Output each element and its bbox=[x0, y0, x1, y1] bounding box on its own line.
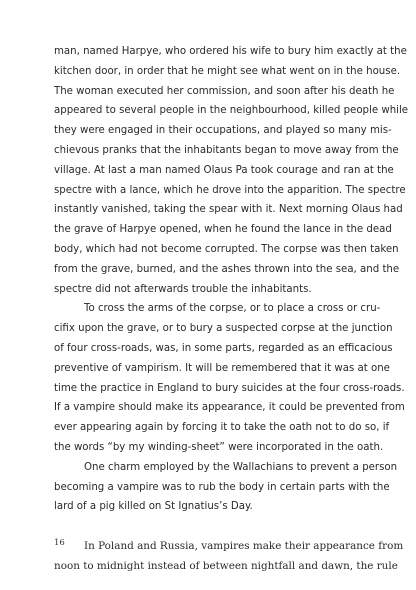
text-line: In Poland and Russia, vampires make their appearance from bbox=[84, 539, 404, 552]
text-line: To cross the arms of the corpse, or to place a cross or cru- bbox=[84, 303, 381, 315]
text-line: ever appearing again by forcing it to take the oath not to do so, if bbox=[54, 422, 390, 434]
text-line: The woman executed her commission, and soon after his death he bbox=[54, 85, 395, 97]
body-text bbox=[54, 42, 409, 577]
text-line: chievous pranks that the inhabitants began to move away from the bbox=[54, 144, 399, 156]
text-line: preventive of vampirism. It will be remembered that it was at one bbox=[54, 362, 390, 374]
text-line: noon to midnight instead of between nightfall and dawn, the rule bbox=[54, 559, 398, 572]
text-line: they were engaged in their occupations, and played so many mis- bbox=[54, 125, 392, 137]
text-line: the grave of Harpye opened, when he found the lance in the dead bbox=[54, 224, 392, 236]
text-line: If a vampire should make its appearance, it could be prevented from bbox=[54, 402, 405, 414]
text-line: man, named Harpye, who ordered his wife to bury him exactly at the bbox=[54, 46, 407, 57]
text-line: appeared to several people in the neighbourhood, killed people while bbox=[54, 105, 409, 117]
text-line: of four cross-roads, was, in some parts, regarded as an efficacious bbox=[54, 342, 393, 354]
text-line: becoming a vampire was to rub the body in certain parts with the bbox=[54, 481, 390, 493]
page-number: 16 bbox=[54, 538, 65, 548]
text-line: kitchen door, in order that he might see what went on in the house. bbox=[54, 65, 401, 77]
text-line: from the grave, burned, and the ashes thrown into the sea, and the bbox=[54, 263, 400, 275]
text-line: spectre did not afterwards trouble the inhabitants. bbox=[54, 283, 312, 295]
text-line: instantly vanished, taking the spear with it. Next morning Olaus had bbox=[54, 204, 403, 216]
text-line: the words “by my winding-sheet” were incorporated in the oath. bbox=[54, 441, 384, 453]
paragraph-4 bbox=[54, 537, 404, 577]
text-line: spectre with a lance, which he drove into the apparition. The spectre bbox=[54, 184, 406, 196]
text-line: time the practice in England to bury suicides at the four cross-roads. bbox=[54, 382, 405, 394]
paragraph-2 bbox=[54, 299, 405, 457]
paragraph-3 bbox=[54, 458, 398, 517]
text-line: body, which had not become corrupted. The corpse was then taken bbox=[54, 243, 399, 255]
paragraph-1 bbox=[54, 42, 409, 299]
text-line: lard of a pig killed on St Ignatius’s Day. bbox=[54, 501, 253, 513]
text-line: village. At last a man named Olaus Pa took courage and ran at the bbox=[54, 164, 394, 176]
text-line: One charm employed by the Wallachians to prevent a person bbox=[84, 461, 398, 473]
text-line: cifix upon the grave, or to bury a suspected corpse at the junction bbox=[54, 323, 393, 335]
